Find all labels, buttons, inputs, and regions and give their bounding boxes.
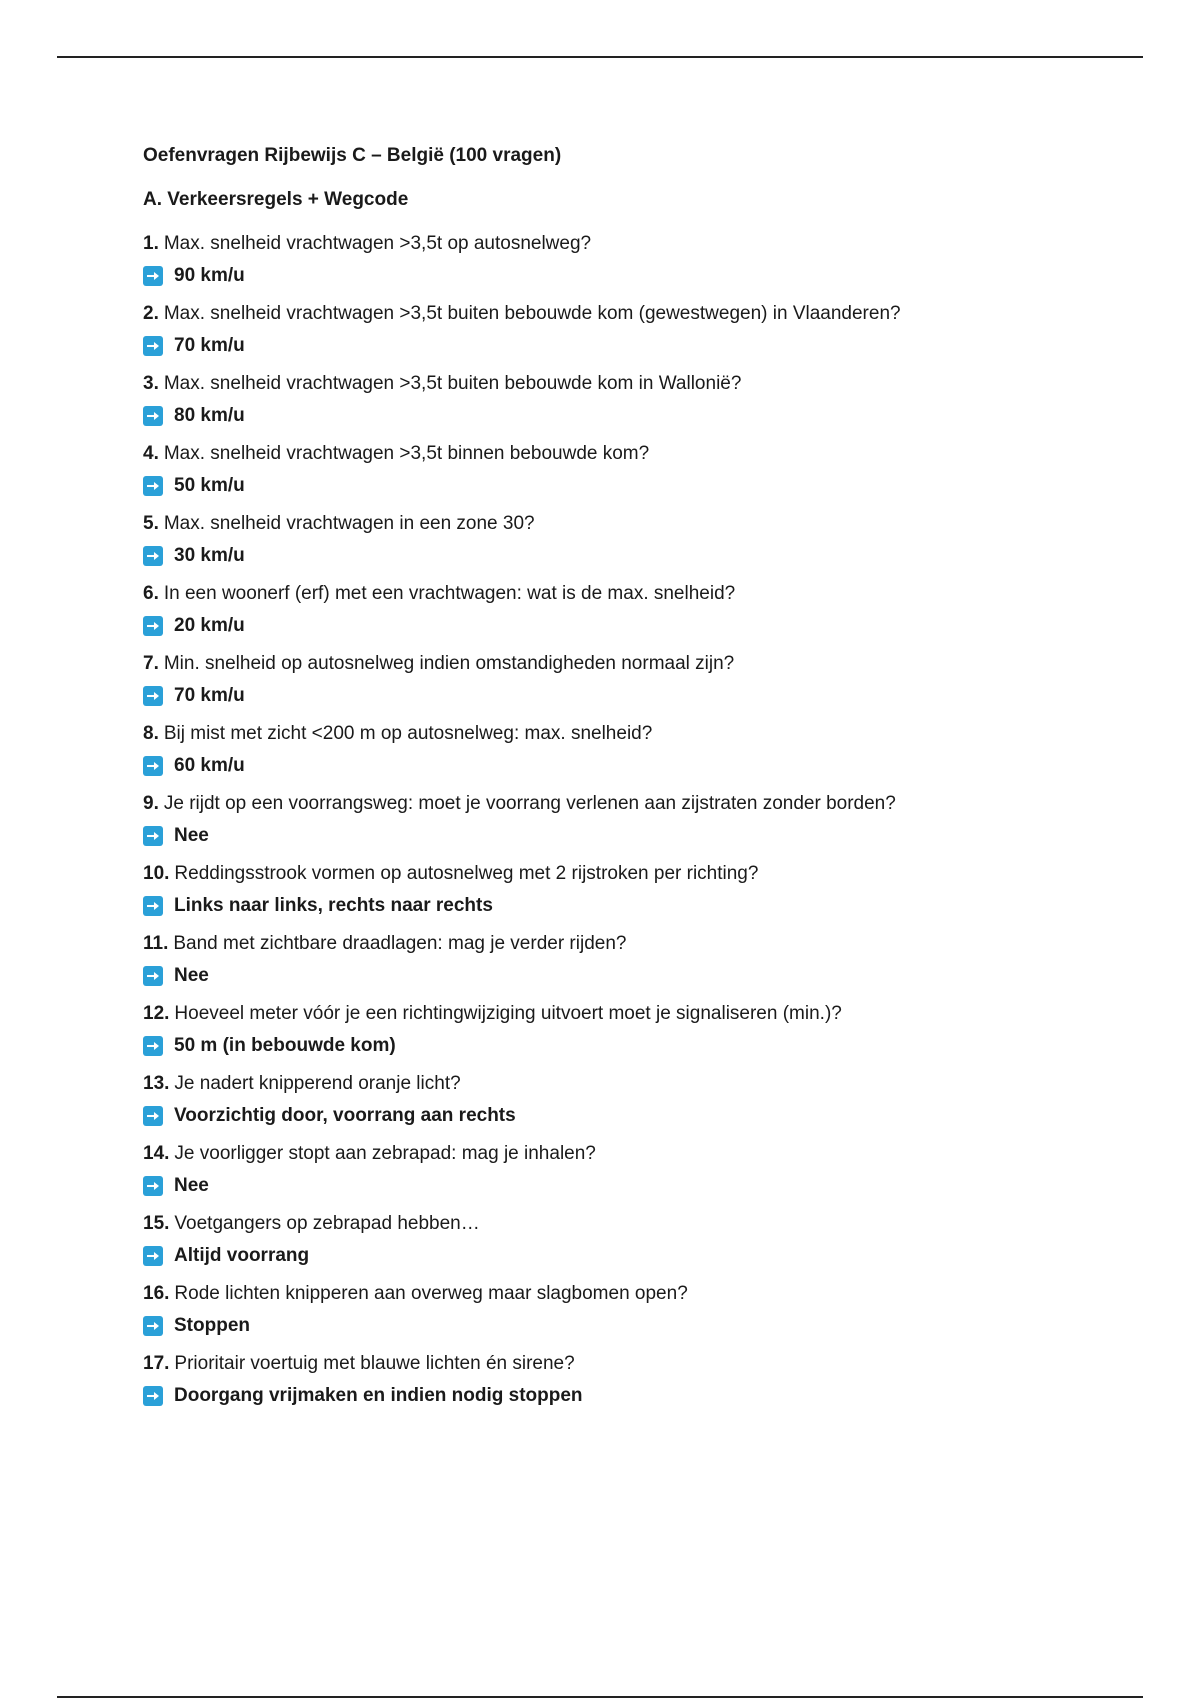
right-arrow-icon	[143, 686, 163, 706]
question-line	[143, 1282, 1143, 1306]
question-number: 2.	[143, 303, 159, 324]
question-item	[143, 372, 1143, 428]
right-arrow-icon	[143, 1316, 163, 1336]
answer-line	[143, 754, 1143, 778]
question-number: 7.	[143, 653, 159, 674]
question-line	[143, 1212, 1143, 1236]
question-item	[143, 792, 1143, 848]
answer-line	[143, 1104, 1143, 1128]
question-text: Bij mist met zicht <200 m op autosnelweg: max. snelheid?	[163, 723, 653, 744]
answer-line	[143, 684, 1143, 708]
question-item	[143, 1212, 1143, 1268]
question-item	[143, 932, 1143, 988]
question-text: Je voorligger stopt aan zebrapad: mag je inhalen?	[174, 1143, 596, 1164]
question-number: 15.	[143, 1213, 170, 1234]
answer-text: 30 km/u	[174, 545, 245, 566]
question-text: Max. snelheid vrachtwagen >3,5t op autosnelweg?	[163, 233, 592, 254]
document-title: Oefenvragen Rijbewijs C – België (100 vragen)	[143, 145, 562, 166]
question-line	[143, 792, 1143, 816]
question-item	[143, 512, 1143, 568]
question-list	[143, 232, 1143, 1408]
question-text: Reddingsstrook vormen op autosnelweg met 2 rijstroken per richting?	[174, 863, 759, 884]
question-line	[143, 862, 1143, 886]
right-arrow-icon	[143, 1386, 163, 1406]
right-arrow-icon	[143, 1176, 163, 1196]
answer-text: Altijd voorrang	[174, 1245, 310, 1266]
right-arrow-icon	[143, 476, 163, 496]
answer-line	[143, 894, 1143, 918]
question-item	[143, 442, 1143, 498]
document-body	[143, 144, 1143, 1422]
answer-text: Doorgang vrijmaken en indien nodig stoppen	[174, 1385, 583, 1406]
question-number: 16.	[143, 1283, 170, 1304]
answer-text: 80 km/u	[174, 405, 245, 426]
question-text: Rode lichten knipperen aan overweg maar slagbomen open?	[174, 1283, 688, 1304]
question-number: 10.	[143, 863, 170, 884]
question-line	[143, 512, 1143, 536]
question-item	[143, 1352, 1143, 1408]
right-arrow-icon	[143, 1036, 163, 1056]
question-line	[143, 582, 1143, 606]
question-number: 3.	[143, 373, 159, 394]
question-line	[143, 652, 1143, 676]
right-arrow-icon	[143, 896, 163, 916]
answer-text: 50 m (in bebouwde kom)	[174, 1035, 396, 1056]
answer-text: Nee	[174, 825, 209, 846]
question-number: 5.	[143, 513, 159, 534]
question-text: Band met zichtbare draadlagen: mag je verder rijden?	[173, 933, 627, 954]
question-item	[143, 862, 1143, 918]
header-rule	[57, 56, 1143, 58]
answer-line	[143, 1174, 1143, 1198]
question-number: 8.	[143, 723, 159, 744]
question-text: Max. snelheid vrachtwagen in een zone 30?	[163, 513, 535, 534]
footer-rule	[57, 1696, 1143, 1698]
question-line	[143, 442, 1143, 466]
question-item	[143, 582, 1143, 638]
right-arrow-icon	[143, 826, 163, 846]
question-number: 13.	[143, 1073, 170, 1094]
question-number: 6.	[143, 583, 159, 604]
right-arrow-icon	[143, 546, 163, 566]
right-arrow-icon	[143, 406, 163, 426]
question-text: In een woonerf (erf) met een vrachtwagen: wat is de max. snelheid?	[163, 583, 736, 604]
question-item	[143, 652, 1143, 708]
question-text: Max. snelheid vrachtwagen >3,5t binnen bebouwde kom?	[163, 443, 650, 464]
answer-text: Stoppen	[174, 1315, 250, 1336]
answer-line	[143, 1034, 1143, 1058]
answer-text: Voorzichtig door, voorrang aan rechts	[174, 1105, 516, 1126]
answer-text: Nee	[174, 1175, 209, 1196]
answer-line	[143, 474, 1143, 498]
question-line	[143, 232, 1143, 256]
answer-text: Links naar links, rechts naar rechts	[174, 895, 493, 916]
answer-line	[143, 1244, 1143, 1268]
answer-text: Nee	[174, 965, 209, 986]
right-arrow-icon	[143, 756, 163, 776]
answer-line	[143, 824, 1143, 848]
question-text: Max. snelheid vrachtwagen >3,5t buiten bebouwde kom (gewestwegen) in Vlaanderen?	[163, 303, 901, 324]
question-text: Max. snelheid vrachtwagen >3,5t buiten bebouwde kom in Wallonië?	[163, 373, 742, 394]
question-number: 14.	[143, 1143, 170, 1164]
section-title: A. Verkeersregels + Wegcode	[143, 189, 409, 210]
right-arrow-icon	[143, 1106, 163, 1126]
question-number: 12.	[143, 1003, 170, 1024]
question-number: 9.	[143, 793, 159, 814]
answer-text: 70 km/u	[174, 685, 245, 706]
answer-line	[143, 614, 1143, 638]
answer-line	[143, 1384, 1143, 1408]
question-text: Voetgangers op zebrapad hebben…	[174, 1213, 480, 1234]
question-text: Prioritair voertuig met blauwe lichten én sirene?	[174, 1353, 575, 1374]
question-line	[143, 722, 1143, 746]
right-arrow-icon	[143, 1246, 163, 1266]
question-item	[143, 1142, 1143, 1198]
question-line	[143, 372, 1143, 396]
question-text: Je nadert knipperend oranje licht?	[174, 1073, 461, 1094]
question-text: Hoeveel meter vóór je een richtingwijziging uitvoert moet je signaliseren (min.)?	[174, 1003, 842, 1024]
question-item	[143, 1282, 1143, 1338]
question-line	[143, 302, 1143, 326]
question-line	[143, 1142, 1143, 1166]
right-arrow-icon	[143, 616, 163, 636]
right-arrow-icon	[143, 266, 163, 286]
question-item	[143, 302, 1143, 358]
answer-text: 50 km/u	[174, 475, 245, 496]
question-number: 4.	[143, 443, 159, 464]
question-line	[143, 1352, 1143, 1376]
question-text: Min. snelheid op autosnelweg indien omstandigheden normaal zijn?	[163, 653, 735, 674]
question-line	[143, 1072, 1143, 1096]
question-text: Je rijdt op een voorrangsweg: moet je voorrang verlenen aan zijstraten zonder borden?	[163, 793, 896, 814]
question-number: 1.	[143, 233, 159, 254]
right-arrow-icon	[143, 336, 163, 356]
answer-text: 90 km/u	[174, 265, 245, 286]
answer-text: 20 km/u	[174, 615, 245, 636]
answer-line	[143, 334, 1143, 358]
question-line	[143, 932, 1143, 956]
answer-line	[143, 1314, 1143, 1338]
question-item	[143, 232, 1143, 288]
answer-text: 70 km/u	[174, 335, 245, 356]
answer-line	[143, 544, 1143, 568]
answer-line	[143, 964, 1143, 988]
right-arrow-icon	[143, 966, 163, 986]
answer-line	[143, 264, 1143, 288]
answer-text: 60 km/u	[174, 755, 245, 776]
question-number: 11.	[143, 933, 169, 954]
question-item	[143, 1072, 1143, 1128]
answer-line	[143, 404, 1143, 428]
question-item	[143, 1002, 1143, 1058]
question-number: 17.	[143, 1353, 170, 1374]
question-line	[143, 1002, 1143, 1026]
question-item	[143, 722, 1143, 778]
